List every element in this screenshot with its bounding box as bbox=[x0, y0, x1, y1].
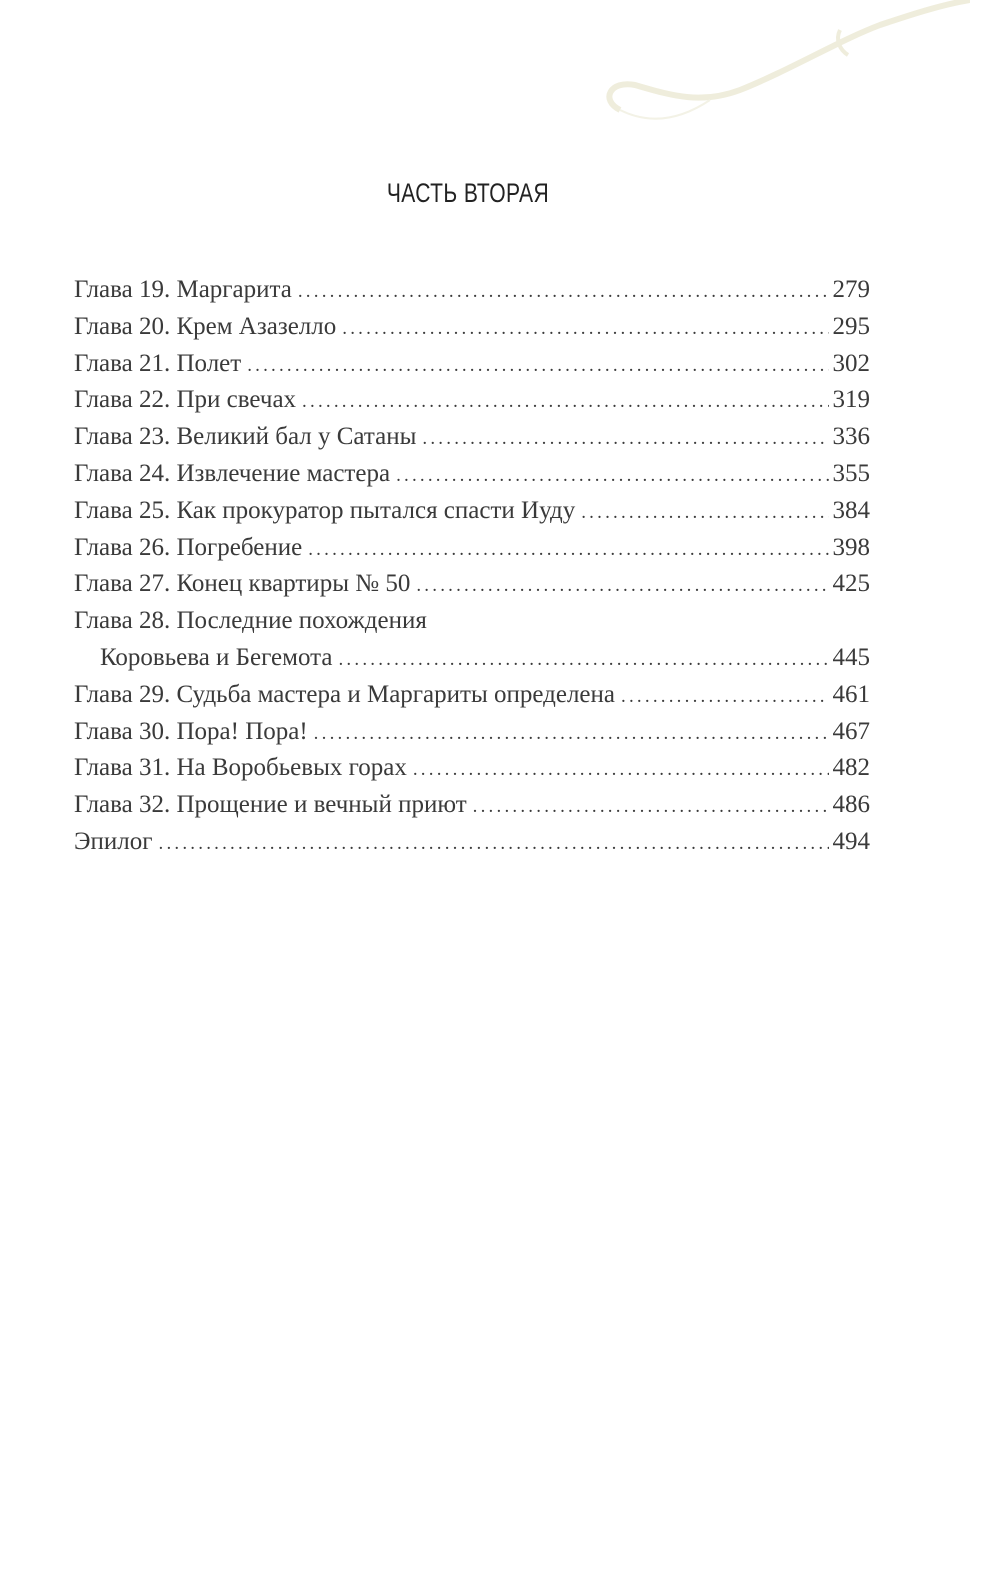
toc-entry-page: 445 bbox=[832, 643, 870, 671]
toc-entry-title: Глава 26. Погребение bbox=[74, 533, 303, 561]
toc-entry bbox=[74, 456, 870, 493]
dot-leader bbox=[342, 311, 828, 348]
toc-entry bbox=[74, 566, 870, 603]
toc-entry bbox=[74, 530, 870, 567]
toc-entry-page: 467 bbox=[832, 717, 870, 745]
toc-entry-title-continuation: Коровьева и Бегемота bbox=[100, 643, 333, 671]
toc-entry-title: Глава 32. Прощение и вечный приют bbox=[74, 791, 467, 819]
toc-entry-title: Глава 24. Извлечение мастера bbox=[74, 459, 391, 487]
toc-entry-title: Глава 31. На Воробьевых горах bbox=[74, 754, 407, 782]
flourish-ornament bbox=[590, 0, 970, 140]
toc-entry bbox=[74, 824, 870, 861]
toc-entry-page: 398 bbox=[832, 533, 870, 561]
dot-leader bbox=[422, 421, 828, 458]
toc-entry-title: Глава 22. При свечах bbox=[74, 386, 297, 414]
toc-entry bbox=[74, 787, 870, 824]
toc-entry-page: 319 bbox=[832, 386, 870, 414]
toc-entry-title: Эпилог bbox=[74, 827, 153, 855]
dot-leader bbox=[338, 642, 828, 679]
toc-entry-title: Глава 19. Маргарита bbox=[74, 276, 292, 303]
toc-entry-title: Глава 23. Великий бал у Сатаны bbox=[74, 423, 417, 451]
dot-leader bbox=[298, 274, 829, 311]
toc-entry-page: 295 bbox=[832, 312, 870, 340]
dot-leader bbox=[308, 532, 828, 569]
dot-leader bbox=[247, 348, 828, 385]
toc-entry bbox=[74, 640, 870, 677]
toc-entry-page: 355 bbox=[832, 459, 870, 487]
toc-entry-page: 384 bbox=[832, 496, 870, 524]
table-of-contents bbox=[74, 272, 870, 861]
toc-entry-page: 302 bbox=[832, 349, 870, 377]
toc-entry bbox=[74, 714, 870, 751]
toc-entry-page: 494 bbox=[832, 827, 870, 855]
section-heading bbox=[0, 178, 936, 209]
dot-leader bbox=[413, 752, 829, 789]
toc-entry bbox=[74, 346, 870, 383]
dot-leader bbox=[302, 384, 828, 421]
toc-entry bbox=[74, 272, 870, 309]
toc-entry-page: 336 bbox=[832, 423, 870, 451]
toc-entry-page: 279 bbox=[832, 276, 870, 303]
dot-leader bbox=[396, 458, 828, 495]
dot-leader bbox=[416, 568, 828, 605]
toc-entry-page: 482 bbox=[832, 754, 870, 782]
toc-entry-title: Глава 30. Пора! Пора! bbox=[74, 717, 308, 745]
toc-entry-page: 486 bbox=[832, 791, 870, 819]
toc-entry-title: Глава 20. Крем Азазелло bbox=[74, 312, 337, 340]
toc-entry-title: Глава 28. Последние похождения bbox=[74, 607, 427, 635]
toc-entry bbox=[74, 309, 870, 346]
toc-entry-page: 461 bbox=[832, 680, 870, 708]
dot-leader bbox=[159, 826, 829, 863]
section-heading-text: ЧАСТЬ ВТОРАЯ bbox=[386, 178, 550, 208]
dot-leader bbox=[314, 716, 829, 753]
toc-entry bbox=[74, 750, 870, 787]
toc-entry bbox=[74, 382, 870, 419]
toc-entry bbox=[74, 419, 870, 456]
toc-entry-line bbox=[74, 603, 870, 640]
dot-leader bbox=[581, 495, 828, 532]
toc-entry-title: Глава 27. Конец квартиры № 50 bbox=[74, 570, 411, 598]
dot-leader bbox=[621, 679, 828, 716]
toc-entry-title: Глава 21. Полет bbox=[74, 349, 242, 377]
toc-entry-title: Глава 29. Судьба мастера и Маргариты определена bbox=[74, 680, 616, 708]
toc-entry-title: Глава 25. Как прокуратор пытался спасти Иуду bbox=[74, 496, 576, 524]
toc-entry-page: 425 bbox=[832, 570, 870, 598]
toc-entry bbox=[74, 493, 870, 530]
toc-entry bbox=[74, 677, 870, 714]
dot-leader bbox=[473, 789, 829, 826]
